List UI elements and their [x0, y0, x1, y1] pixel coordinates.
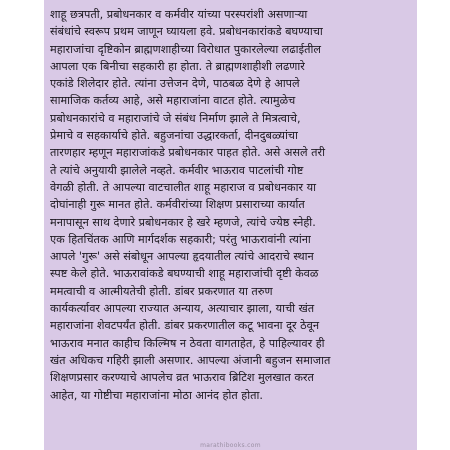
text-line: संबंधांचे स्वरूप प्रथम जाणून घ्यायला हवे. प्रबोधनकारांकडे बघण्याचा	[50, 25, 323, 39]
text-line: महाराजांचा दृष्टिकोन ब्राह्मणशाहीच्या विरोधात पुकारलेल्या लढाईतील	[50, 42, 321, 56]
text-line: कार्यकर्त्यावर आपल्या राज्यात अन्याय, अत्याचार झाला, याची खंत	[50, 302, 315, 316]
text-line: एकांडे शिलेदार होते. त्यांना उत्तेजन देणे, पाठबळ देणे हे आपले	[50, 77, 300, 91]
text-line: शिक्षणप्रसार करण्याचे आपलेच व्रत भाऊराव ब्रिटिश मुलखात करत	[50, 371, 314, 385]
text-panel	[44, 0, 417, 450]
text-line: ममत्वाची व आत्मीयतेची होती. डांबर प्रकरणात या तरुण	[50, 284, 273, 298]
text-line: शाहू छत्रपती, प्रबोधनकार व कर्मवीर यांच्या परस्परांशी असणाऱ्या	[50, 8, 308, 21]
text-line: भाऊराव मनात काहीच किल्मिष न ठेवता वागताहेत, हे पाहिल्यावर ही	[50, 336, 325, 350]
body-paragraph	[50, 6, 411, 404]
text-line: आपले 'गुरू' असे संबोधून आपल्या हृदयातील त्यांचे आदराचे स्थान	[50, 250, 314, 264]
text-line: सामाजिक कर्तव्य आहे, असे महाराजांना वाटत होते. त्यामुळेच	[50, 94, 296, 108]
text-line: प्रेमाचे व सहकार्याचे होते. बहुजनांचा उद्धारकर्ता, दीनदुबळ्यांचा	[50, 129, 298, 143]
text-line: तारणहार म्हणून महाराजांकडे प्रबोधनकार पाहत होते. असे असले तरी	[50, 146, 325, 160]
text-line: वेगळी होती. ते आपल्या वाटचालीत शाहू महाराज व प्रबोधनकार या	[50, 180, 317, 194]
text-line: खंत अधिकच गहिरी झाली असणार. आपल्या अंजानी बहुजन समाजात	[50, 353, 331, 367]
text-line: मनापासून साथ देणारे प्रबोधनकार हे खरे म्हणजे, त्यांचे ज्येष्ठ स्नेही.	[50, 215, 316, 229]
text-line: एक हितचिंतक आणि मार्गदर्शक सहकारी; परंतु भाऊरावांनी त्यांना	[50, 232, 311, 246]
footer-watermark: marathibooks.com	[200, 442, 261, 449]
text-line: दोघांनाही गुरू मानत होते. कर्मवीरांच्या शिक्षण प्रसाराच्या कार्यात	[50, 198, 305, 212]
text-line: आहेत, या गोष्टीचा महाराजांना मोठा आनंद होत होता.	[50, 388, 263, 402]
text-line: ते त्यांचे अनुयायी झालेले नव्हते. कर्मवीर भाऊराव पाटलांची गोष्ट	[50, 163, 304, 177]
text-line: प्रबोधनकारांचे व महाराजांचे जे संबंध निर्माण झाले ते मित्रत्वाचे,	[50, 111, 301, 125]
text-line: महाराजांना शेवटपर्यंत होती. डांबर प्रकरणातील कटू भावना दूर ठेवून	[50, 319, 320, 333]
text-line: आपला एक बिनीचा सहकारी हा होता. ते ब्राह्मणशाहीशी लढणारे	[50, 59, 305, 73]
text-line: स्पष्ट केले होते. भाऊरावांकडे बघण्याची शाहू महाराजांची दृष्टी केवळ	[50, 267, 319, 281]
